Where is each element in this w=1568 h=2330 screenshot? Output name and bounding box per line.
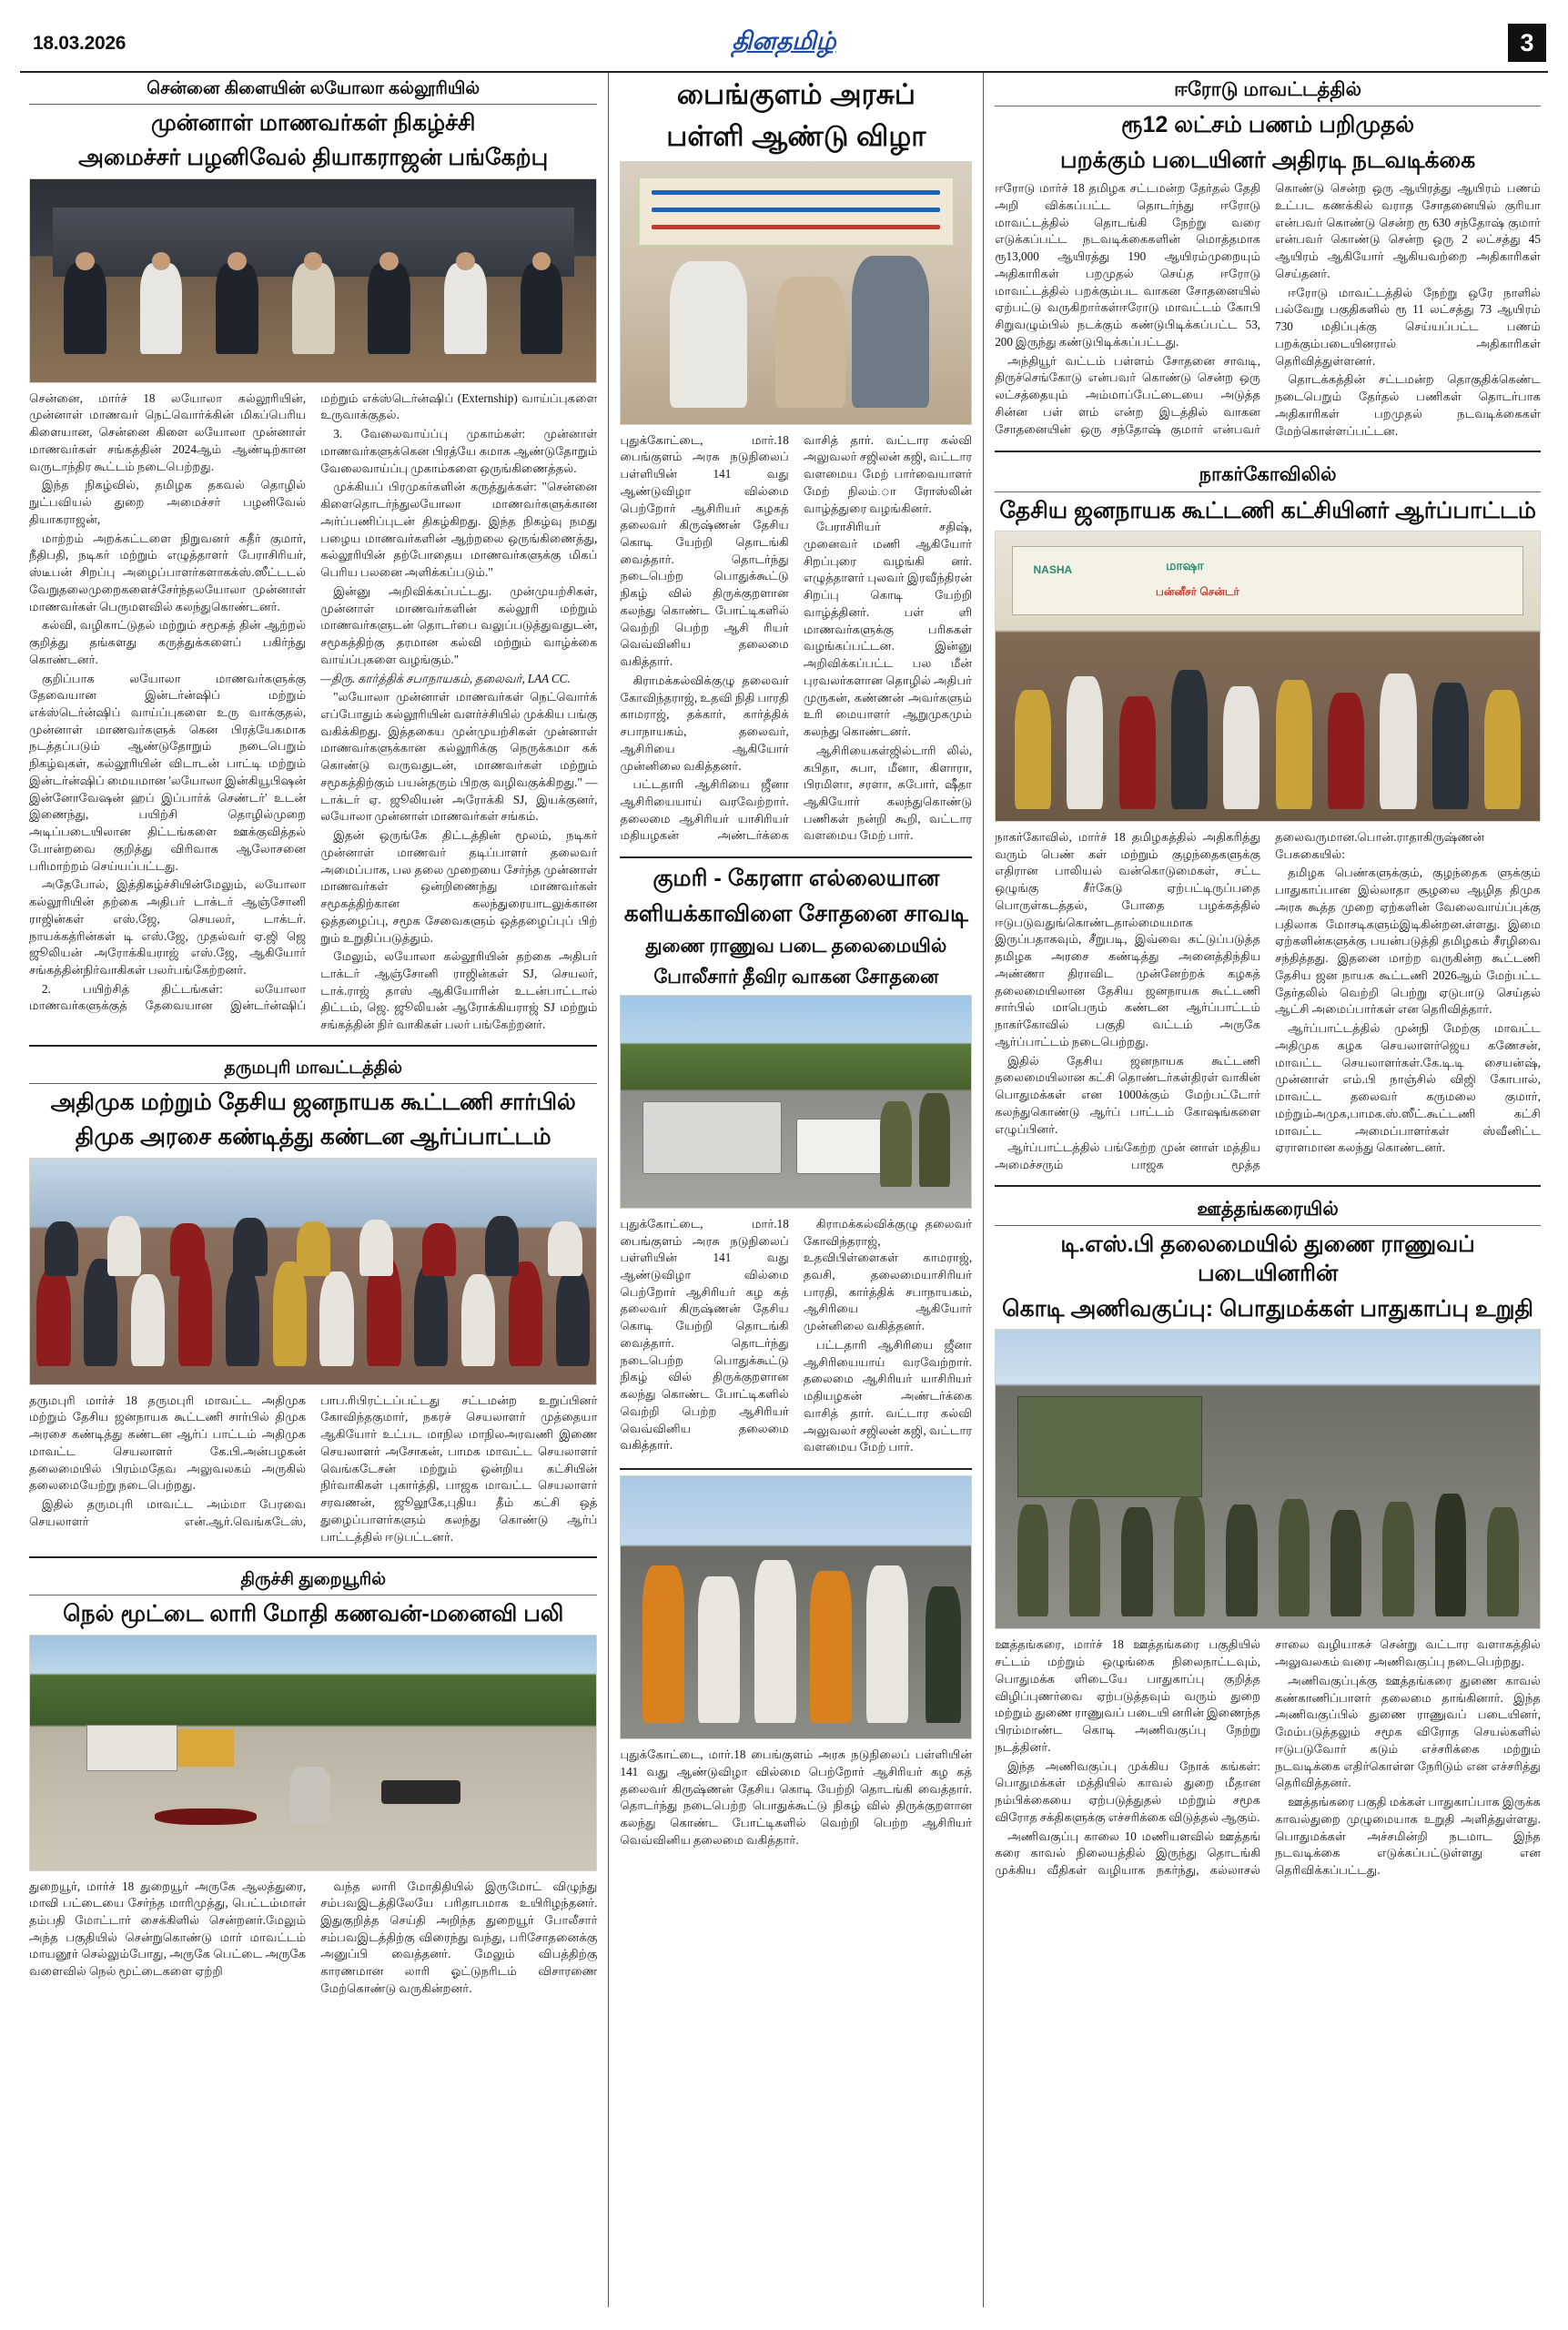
kicker-trichy: திருச்சி துறையூரில் xyxy=(29,1564,597,1596)
paragraph: 3. வேலைவாய்ப்பு முகாம்கள்: முன்னாள் மாணவர்களுக்கென பிரத்யே கமாக ஆண்டுதோறும் வேலைவாய்ப்பு முகாம்களை ஒருங்கிணைத்தல். xyxy=(320,427,598,475)
photo-seated-crowd xyxy=(1007,647,1529,809)
paragraph: பேராசிரியர் சதிஷ், முனைவர் மணி ஆகியோர் சிறப்புரை வழங்கி னர். எழுத்தாளர் புலவர் இரவீந்திரன் சிறப்பு கொடி யேற்றி வாழ்த்தினர். பள் ளி மாணவர்களுக்கு பரிசுகள் வழங்கப்பட்டன. இன்னு அறிவிக்கப்பட்ட பல மீன் புரவலர்களான தொழில் அதிபர் முருகன், கண்ணன் அவர்களும் உரி மையாளர் ஆறுமுகமும் கலந்து கொண்டனர். xyxy=(803,520,973,739)
paragraph: அந்தியூர் வட்டம் பள்ளம் சோதனை சாவடி, திருச்செங்கோடு என்பவர் கொண்டு சென்ற ஒரு லட்சத்தையும் அம்மாப்பேட்டையை அடுத்த சின்ன பள் ளம் என்ற இடத்தில் வாகன சோதனையின் ஒரு சந்தோஷ் குமார் என்பவர் கொண்டு சென்ற ஒரு ஆயிரத்து ஆயிரம் பணம் உட்பட கணக்கில் வராத சோதனையில் குரியா என்பவர் கொண்டு சென்ற ரூ 630 சந்தோஷ் குமார் என்பவர் கொண்டு சென்ற ஒரு 2 லட்சத்து 45 ஆயிரம் ஆகியோர் ஆகியவற்றை அதிகாரிகள் செய்தனர். xyxy=(995,181,1541,436)
body-mgr-rally xyxy=(620,1747,972,1850)
page-number-badge: 3 xyxy=(1508,24,1546,62)
headline-loyola-1: முன்னாள் மாணவர்கள் நிகழ்ச்சி xyxy=(150,109,476,136)
photo-person-left xyxy=(670,261,747,408)
subhead-kumari-2: போலீசார் தீவிர வாகன சோதனை xyxy=(653,965,939,988)
paragraph: கிராமக்கல்விக்குழு தலைவர் கோவிந்தராஜ், உதவிபிள்ளைகள் காமராஜ், தவசி, தலைமையாசிரியர் பாரதி, கார்த்திக் சபாநாயகம், ஆசிரியை ஆகியோர் முன்னிலை வகித்தனர். xyxy=(803,1216,973,1333)
paragraph: தருமபுரி மார்ச் 18 தருமபுரி மாவட்ட அதிமுக மற்றும் தேசிய ஜனநாயக கூட்டணி சார்பில் திமுக அரசை கண்டித்து கண்டன ஆர்ப் பாட்டம் அதிமுக மாவட்ட செயலாளர் கே.பி.அன்பழகன் தலைமையில் பிரம்மதேவ அலுவலகம் அருகில் தலைமையேற்று நடைபெற்றது. xyxy=(29,1393,307,1493)
photo-car xyxy=(796,1119,887,1174)
mgr-rally-photo xyxy=(620,1475,972,1739)
paragraph: இந்த நிகழ்வில், தமிழக தகவல் தொழில் நுட்பவியல் துறை அமைச்சர் பழனிவேல் தியாகராஜன், xyxy=(29,478,307,526)
oothangarai-march-photo xyxy=(995,1329,1541,1629)
paragraph: வந்த லாரி மோதிதியில் இருமோட் விழுந்து சம்பவஇடத்திலேயே பரிதாபமாக உயிரிழந்தனர். இதுகுறித்த செய்தி அறிந்த துறையூர் போலீசார் சம்பவஇடத்திற்கு விரைந்து வந்து, பரிசோதனைக்கு அனுப்பி வைத்தனர். மேலும் விபத்திற்கு காரணமான லாரி ஓட்டுநரிடம் விசாரணை மேற்கொண்டு வருகின்றனர். xyxy=(320,1879,598,1995)
dharmapuri-protest-photo xyxy=(29,1158,597,1385)
photo-soldier xyxy=(919,1093,951,1187)
photo-person-right xyxy=(852,256,929,408)
headline-dharmapuri-2: திமுக அரசை கண்டித்து கண்டன ஆர்ப்பாட்டம் xyxy=(75,1124,551,1150)
kicker-nagercoil: நாகர்கோவிலில் xyxy=(995,458,1541,491)
headline-kumari-1: குமரி - கேரளா எல்லையான xyxy=(652,866,940,892)
photo-police-van xyxy=(642,1101,783,1173)
paragraph: சென்னை, மார்ச் 18 லயோலா கல்லூரியின், முன்னாள் மாணவர் நெட்வொர்க்கின் மிகப்பெரிய கிளையான, சென்னை கிளை லயோலா முன்னாள் மாணவர்கள் சங்கத்தின் 2024ஆம் ஆண்டிற்கான வருடாந்திர கூட்டம் நடைபெற்றது. xyxy=(29,390,307,473)
paragraph: இதன் ஒருங்கே திட்டத்தின் மூலம், நடிகர் முன்னாள் மாணவர் தடிப்பாளர் தலைவர் அமைப்பாக, பல தலை முறையை சேர்ந்த முன்னாள் மாணவர்கள் ஒன்றிணைந்து மாணவர்கள் சமூகத்திற்கான கலந்துரையாடலுக்கான ஒத்தழைப்பு, சமூக சேவைகளும் ஒத்தழைப்புப் பிற் றும் உறுதிப்படுத்தும். xyxy=(320,828,598,945)
headline-erode-2: பறக்கும் படையினர் அதிரடி நடவடிக்கை xyxy=(1059,147,1476,173)
sign-text-center: பன்னீசர் சென்டர் xyxy=(1155,584,1239,598)
paragraph: நாகர்கோவில், மார்ச் 18 தமிழகத்தில் அதிகரித்து வரும் பெண் கள் மற்றும் குழந்தைகளுக்கு எதிரான பாலியல் வன்கொடுமைகள், சட்ட ஒழுங்கு சீர்கேடு ஏற்பட்டிருப்பதை பொருள்கடத்தல், போதை பழக்கத்தில் ஈடுபடுவதுங்கொண்டதால்மையமாக இருப்பதாகவும், சீறுபடி, இவ்வை கட்டுப்படுத்த தமிழக அரசை கண்டித்து அனைத்திந்திய அண்ணா திராவிட முன்னேற்றக் கழகத் தலைமையிலான தேசிய ஜனநாயக கூட்டணி சார்பில் மாபெரும் கண்டன ஆர்ப்பாட்டம் நாகர்கோவில் பகுதி வட்டம் அருகே ஆர்ப்பாட்டம் நடைபெற்றது. xyxy=(995,830,1261,1048)
column-grid xyxy=(20,73,1548,2307)
paragraph: இந்த அணிவகுப்பு முக்கிய நோக் கங்கள்: பொதுமக்கள் மத்தியில் காவல் துறை மீதான நம்பிக்கையை ஏற்படுத்துதல் மற்றும் சமூக விரோத சக்திகளுக்கு எச்சரிக்கை விடுத்தல் ஆகும். xyxy=(995,1758,1261,1824)
article-oothangarai xyxy=(995,1192,1541,1880)
body-loyola xyxy=(29,390,597,1034)
photo-person-dark xyxy=(926,1586,960,1723)
paragraph: மாற்றம் அறக்கட்டளை நிறுவனர் கதீர் குமார், நீதிபதி, நடிகர் மற்றும் எழுத்தாளர் பேராசிரியர், ஸ்டீபன் சிறப்பு அழைப்பாளர்களாகக்ஸ்.ஸீட்டடல் வேறுதலைமுறைகளைச்சேர்ந்தலயோலா முன்னாள் மாணவர்கள் பெருமளவில் கலந்துகொண்டனர். xyxy=(29,531,307,613)
kicker-oothangarai: ஊத்தங்கரையில் xyxy=(995,1192,1541,1226)
article-trichy xyxy=(29,1564,597,1997)
paragraph: ஈரோடு மாவட்டத்தில் நேற்று ஒரே நாளில் பல்வேறு பகுதிகளில் ரூ 11 லட்சத்து 73 ஆயிரம் 730 மதிப்புக்கு செய்யப்பட்ட பணம் பறக்கும்படையினரால் அதிகாரிகள் தெரிவித்துள்ளனர். xyxy=(1275,285,1541,368)
article-dharmapuri xyxy=(29,1052,597,1545)
kicker-loyola: சென்னை கிளையின் லயோலா கல்லூரியில் xyxy=(29,73,597,105)
headline-erode-1: ரூ12 லட்சம் பணம் பறிமுதல் xyxy=(1121,112,1415,138)
body-nagercoil xyxy=(995,829,1541,1174)
photo-person-saffron-2 xyxy=(810,1571,852,1723)
column-left xyxy=(20,73,608,2307)
paragraph: அதேபோல், இத்திகழ்ச்சியின்மேலும், லயோலா கல்லூரியின் தற்கை அதிபர் டாக்டர் ஆஞ்சோனி ராஜின்கள் எஸ்.ஜே, செயலர், டாக்டர். நாயக்கத்ரின்கள் டி எஸ்.ஜே, முதல்வர் ஏ.ஜி ஜெ ஜூலியன் அரோக்கியராஜ் எஸ்.ஜே, ஆகியோர் சங்கத்தின்நிர்வாகிகள் பலர்பங்கேற்றனர். xyxy=(29,877,307,977)
article-separator xyxy=(620,856,972,858)
paragraph: ஆர்ப்பாட்டத்தில் பங்கேற்ற முன் னாள் மத்திய அமைச்சரும் பாஜக மூத்த தலைவருமான.பொன்.ராதாகிருஷ்ணன் பேசுகையில்: xyxy=(995,830,1485,1171)
photo-person xyxy=(290,1767,330,1823)
photo-blur-region xyxy=(155,1808,257,1825)
loyola-event-photo xyxy=(29,178,597,383)
paragraph: புதுக்கோட்டை, மார்.18 பைங்குளம் அரசு நடுநிலைப் பள்ளியின் 141 வது ஆண்டுவிழா வில்மை பெற்றோர் ஆசிரியர் கழ கத் தலைவர் கிருஷ்ணன் தேசிய கொடி யேற்றி தொடங்கி வைத்தார். தொடர்ந்து நடைபெற்ற பொதுக்கூட்டு நிகழ் வில் திருக்குறளான கலந்து கொண்ட போட்டிகளில் வெற்றி பெற்ற ஆசிரியர் வெவ்வினிய தலைமை வகித்தார். xyxy=(620,1748,973,1847)
photo-ambulance xyxy=(86,1725,177,1772)
photo-soldier-2 xyxy=(880,1101,912,1186)
paragraph: அணிவகுப்புக்கு ஊத்தங்கரை துணை காவல் கண்காணிப்பாளர் தலைமை தாங்கினார். இந்த அணிவகுப்பில் துணை ராணுவப் படையினர், மேம்படுத்தலும் சமூக விரோத செயல்களில் ஈடுபடுவோர் கடும் எச்சரிக்கை மற்றும் நடவடிக்கை எதிர்கொள்ள நேரிடும் என எச்சரித்து தெரிவித்தனர். xyxy=(1275,1673,1541,1790)
body-trichy xyxy=(29,1879,597,1998)
headline-school-2: பள்ளி ஆண்டு விழா xyxy=(666,120,926,153)
photo-motorcycle xyxy=(381,1780,460,1804)
paragraph: மேலும், லயோலா கல்லூரியின் தற்கை அதிபர் டாக்டர் ஆஞ்சோனி ராஜின்கள் SJ, செயலர், டாக்.ராஜ் தாஸ் ஆகியோரின் உடன்பாட்டால் திட்டம், ஜெ. ஜூலியன் ஆரோக்கியராஜ் SJ மற்றும் சங்கத்தின் நிர் வாகிகள் பலர் பங்கேற்றனர். xyxy=(320,949,598,1032)
photo-truck xyxy=(177,1729,234,1767)
paragraph: குறிப்பாக லயோலா மாணவர்களுக்கு தேவையான இன்டர்ன்ஷிப் மற்றும் எக்ஸ்டெர்ன்ஷிப் வாய்ப்புகளை உரு வாக்குதல், முன்னாள் மாணவர்களுக் கென பிரத்யேகமாக நடத்தப்படும் ஆண்டுதோறும் நடைபெறும் நிகழ்வுகள், கல்லூரியின் விடாடன் பாட்டி மற்றும் இன்டர்ன்ஷிப் மையமான 'லயோலா இன்கியூபிஷன் இன்னோவேஷன் ஹப் இப்பார்க் செண்டர்' உடன் இணைந்து, பயிற்சி தொழில்முறை அடிப்படையிலான திட்டங்களை ஊக்குவித்தல் போன்றவை குறித்து விரிவாக ஆலோசனை பரிமாற்றம் செய்யப்பட்டது. xyxy=(29,671,307,873)
photo-person-white xyxy=(698,1576,740,1723)
kicker-dharmapuri: தருமபுரி மாவட்டத்தில் xyxy=(29,1052,597,1084)
paragraph: பட்டதாரி ஆசிரியை ஜீனா ஆசிரியையாய் வரவேற்றார். தலைமை ஆசிரியர் யாசிரியர் மதியழகன் அண்டர்க்கை வாசித் தார். வட்டார கல்வி அலுவலர் சஜிலன் கஜி, வட்டார வளமைய மேற் பார்வையாளர் மேற் நிலம்.ா ரோஸ்லின் வாழ்த்துரை வழங்கினர். xyxy=(620,432,973,843)
column-middle xyxy=(608,73,984,2307)
article-separator xyxy=(995,451,1541,452)
article-school xyxy=(620,76,972,846)
nagercoil-protest-photo xyxy=(995,531,1541,822)
column-right xyxy=(984,73,1548,2307)
article-erode xyxy=(995,73,1541,440)
body-dharmapuri xyxy=(29,1393,597,1546)
headline-loyola-2: அமைச்சர் பழனிவேல் தியாகராஜன் பங்கேற்பு xyxy=(78,145,549,171)
paragraph: ஈரோடு மார்ச் 18 தமிழக சட்டமன்ற தேர்தல் தேதி அறி விக்கப்பட்ட தொடர்ந்து ஈரோடு மாவட்டத்தில் தொடங்கி நேற்று வரை எடுக்கப்பட்ட நடவடிக்கைகளின் மொத்தமாக ரூ13,000 ஆயிரத்து 190 ஆயிரம்முறையும் அதிகாரிகள் பறமுதல் செய்த ஈரோடு மாவட்டத்தில் பறக்கும்பட வாகன சோதனையில் ஏற்பட்டு வருகிறார்கள்ஈரோடு மாவட்டம் கோபி சிறுவழும்பில் நடக்கும் கண்டுபிடிக்கப்பட்ட 53, 200 இருந்து கண்டுபிடிக்கப்பட்டது. xyxy=(995,181,1261,349)
trichy-accident-photo xyxy=(29,1635,597,1871)
paragraph: புதுக்கோட்டை, மார்.18 பைங்குளம் அரசு நடுநிலைப் பள்ளியின் 141 வது ஆண்டுவிழா வில்மை பெற்றோர் ஆசிரியர் கழ கத் தலைவர் கிருஷ்ணன் தேசிய கொடி யேற்றி தொடங்கி வைத்தார். தொடர்ந்து நடைபெற்ற பொதுக்கூட்டு நிகழ் வில் திருக்குறளான கலந்து கொண்ட போட்டிகளில் வெற்றி பெற்ற ஆசிரியர் வெவ்வினிய தலைமை வகித்தார். xyxy=(620,1216,789,1453)
article-nagercoil xyxy=(995,458,1541,1173)
headline-oothangarai-1: டி.எஸ்.பி தலைமையில் துணை ராணுவப் படையினரின் xyxy=(1060,1231,1475,1287)
paragraph: இன்னு அறிவிக்கப்பட்டது. முன்முயற்சிகள், முன்னாள் மாணவர்களின் கல்லூரி மற்றும் மாணவர்களுடன் தொடர்பை வலுப்படுத்துவதுடன், சமூகத்திற்கு தரமான கல்வி மற்றும் வாழ்க்கை வாய்ப்புகளை வழங்கும்." xyxy=(320,583,598,666)
headline-nagercoil: தேசிய ஜனநாயக கூட்டணி கட்சியினர் ஆர்ப்பாட்டம் xyxy=(999,497,1536,523)
paragraph: தொடக்கத்தின் சட்டமன்ற தொகுதிக்கெண்ட நடைபெறும் தேர்தல் பணிகள் தொடர்பாக அதிகாரிகள் பறமுதல் நடவடிக்கைகள் மேற்கொள்ளப்பட்டன. xyxy=(1275,372,1541,438)
article-separator xyxy=(620,1468,972,1470)
paragraph: முக்கியப் பிரமுகர்களின் கருத்துக்கள்: "சென்னை கிளைதொடர்ந்துலயோலா மாணவர்களுக்கான அர்ப்பணிப்புடன் திகழ்கிறது. இந்த நிகழ்வு நமது பழைய மாணவர்களின் ஆற்றலை ஒருங்கிணைத்து, கல்லூரியின் தற்போதைய மாணவர்களுக்கு மிகப் பெரிய பலனை அளிக்கப்படும்." xyxy=(320,480,598,580)
photo-crowd-back xyxy=(30,1185,596,1275)
paragraph: ஆசிரியைகள்ஜில்டாரி லில், கபிதா, சுபா, மீனா, கிளாரா, பிரமிளா, சரளா, சுபோர், ஷீதா ஆகியோர் கலந்துகொண்டு பணிகள் நன்றி கூறி, வட்டார வளமைய மேற் பார். xyxy=(803,743,973,843)
article-mgr-rally xyxy=(620,1475,972,1850)
paragraph: இதில் தேசிய ஜனநாயக கூட்டணி தலைமையிலான கட்சி தொண்டர்கள்திரள் வாகின் பொதுமக்கள் என 1000க்கும் மேற்பட்டோர் கலந்துகொண்டு ஆர்ப் பாட்டம் கோஷங்களை எழுப்பினர். xyxy=(995,1053,1261,1136)
article-kumari xyxy=(620,864,972,1457)
masthead xyxy=(20,20,1548,71)
headline-oothangarai-2: கொடி அணிவகுப்பு: பொதுமக்கள் பாதுகாப்பு உறுதி xyxy=(1002,1295,1533,1322)
paragraph: ஊத்தங்கரை பகுதி மக்கள் பாதுகாப்பாக இருக்க காவல்துறை முழுமையாக உறுதி அளித்துள்ளது. பொதுமக்கள் அச்சமின்றி நடமாட இந்த நடவடிக்கை எடுக்கப்பட்டுள்ளது என தெரிவிக்கப்பட்டது. xyxy=(1275,1795,1541,1877)
photo-person-white-3 xyxy=(866,1565,908,1723)
body-school xyxy=(620,432,972,846)
photo-shop-signboard xyxy=(1012,546,1523,615)
paragraph: ஊத்தங்கரை, மார்ச் 18 ஊத்தங்கரை பகுதியில் சட்டம் மற்றும் ஒழுங்கை நிலைநாட்டவும், பொதுமக்க ளிடையே பாதுகாப்பு குறித்த விழிப்புணர்வை ஏற்படுத்தவும் வரும் துறை மற்றும் துணை ராணுவப் படையி னரின் இணைந்த பிரம்மாண்ட கொடி அணிவகுப்பு நேற்று நடத்தினர். xyxy=(995,1637,1261,1754)
headline-school-1: பைங்குளம் அரசுப் xyxy=(676,78,916,110)
paragraph: பட்டதாரி ஆசிரியை ஜீனா ஆசிரியையாய் வரவேற்றார். தலைமை ஆசிரியர் யாசிரியர் மதியழகன் அண்டர்க்கை வாசித் தார். வட்டார கல்வி அலுவலர் சஜிலன் கஜி, வட்டார வளமைய மேற் பார். xyxy=(803,1337,973,1454)
body-oothangarai xyxy=(995,1636,1541,1879)
article-separator xyxy=(29,1045,597,1047)
article-separator xyxy=(29,1556,597,1558)
kicker-erode: ஈரோடு மாவட்டத்தில் xyxy=(995,73,1541,106)
article-loyola xyxy=(29,73,597,1034)
publication-date: 18.03.2026 xyxy=(33,33,126,54)
paragraph: இதில் தருமபுரி மாவட்ட அம்மா பேரவை செயலாளர் என்.ஆர்.வெங்கடேஸ், பாப.ரிபிரட்டப்பட்டது சட்டமன்ற உறுப்பினர் கோவிந்தகுமார், நகரச் செயலாளர் முத்தையா ஆகியோர் உட்பட மாநில மாநிலஅரவணி இணை செயலாளர் அசோகன், பாமக மாவட்ட செயலாளர் வெங்கடேசன் மற்றும் ஒன்றிய கட்சியின் நிர்வாகிகள் புகார்த்தி, பாஜக மாவட்ட செயலாளர் சரவணன், ஜூலூகே,புதிய தீம் கட்சி ஒத் துழைப்பாளர்களும் கலந்து கொண்டு ஆர்ப் பாட்டத்தில் ஈடுபட்டனர். xyxy=(29,1393,598,1544)
body-kumari xyxy=(620,1216,972,1457)
photo-person-saffron xyxy=(642,1565,684,1723)
photo-person-mid xyxy=(775,277,845,408)
paragraph: ஆர்ப்பாட்டத்தில் முன்நி மேற்கு மாவட்ட அதிமுக கழக செயலாளர்ஜெய கணேசன், மாவட்ட செயலாளர்கள்.கே.டி.டி சையன்ஷ், முன்னாள் எம்.பி நாஞ்சில் விஜி கோபால், மாவட்ட தலைவர் கருமலை குமார், மற்றும்அமுக,பாமக.ஸ்.ஸீட்.கூட்டணி கட்சி மாவட்ட அமைப்பாளர்கள் ஸ்வீனிட்ட ஏராளமான கலந்து கொண்டனர். xyxy=(1275,1021,1541,1155)
paragraph: துறையூர், மார்ச் 18 துறையூர் அருகே ஆலத்துரை, மாவி பட்டையை சேர்ந்த மாரிமுத்து, பெட்டம்மாள் தம்பதி மோட்டார் சைக்கிளில் சென்றனர்.மேலும் அந்த பகுதியில் சென்றுகொண்டு மார் மாவட்டம் மாயனூர் செல்லும்போது, அருகே பெட்டை அருகே வளைவில் நெல் மூட்டைகளை ஏற்றி xyxy=(29,1879,307,1979)
paragraph: புதுக்கோட்டை, மார்.18 பைங்குளம் அரசு நடுநிலைப் பள்ளியின் 141 வது ஆண்டுவிழா வில்மை பெற்றோர் ஆசிரியர் கழகத் தலைவர் கிருஷ்ணன் தேசிய கொடி யேற்றி தொடங்கி வைத்தார். தொடர்ந்து நடைபெற்ற பொதுக்கூட்டு நிகழ் வில் திருக்குறளான கலந்து கொண்ட போட்டிகளில் வெற்றி பெற்ற ஆசி ரியர் வெவ்வினிய தலைமை வகித்தார். xyxy=(620,432,789,669)
article-separator xyxy=(995,1185,1541,1187)
paragraph: தமிழக பெண்களுக்கும், குழந்தைக ளுக்கும் பாதுகாப்பான இல்லாதா சூழலை ஆழித திமுக அரசு கூத்த முறை ஏற்களின் வேலைவாய்ப்புக்கு பதிலாக மோசடிகளும்இடிகின்றன.ள்ளது. இமை ஏற்களின்களுக்கு பயன்படுத்தி தமிழகம் சீரழிவை சந்தித்தது. இதனை மாற்ற வருகின்ற கூட்டணி தேசிய ஜன நாயக கூட்டணி 2026ஆம் மேற்பட்ட தேர்தலில் வெற்றி பெற்று ஏடுபாடு செய்தல் ஆட்சி அமைப்பார்கள் என தெரிவித்தார். xyxy=(1275,866,1541,1017)
paragraph-attribution: —திரு. கார்த்திக் சபாநாயகம், தலைவர், LAA CC. xyxy=(320,671,571,685)
photo-figures xyxy=(47,248,580,354)
subhead-kumari-1: துணை ராணுவ படை தலைமையில் xyxy=(645,935,947,957)
sign-text-masha: மாஷா xyxy=(1166,557,1204,572)
paragraph: 2. பயிற்சித் திட்டங்கள்: லயோலா மாணவர்களுக்குத் தேவையான இன்டர்ன்ஷிப் மற்றும் எக்ஸ்டெர்ன்ஷிப் (Externship) வாய்ப்புகளை உருவாக்குதல். xyxy=(29,390,598,1013)
paragraph: "லயோலா முன்னாள் மாணவர்கள் நெட்வொர்க் எப்போதும் கல்லூரியின் வளர்ச்சியில் முக்கிய பங்கு வகிக்கிறது. இத்தகைய முன்முயற்சிகள் முன்னாள் மாணவர்களுக்கான கல்லூரிக்கு நெருக்கமா கக் கொண்டு வருவதுடன், மாணவர்கள் மற்றும் சமூகத்திற்கும் பயன்தரும் பிறகு வழிவகுக்கிறது." — டாக்டர் ஏ. ஜூலியன் அரோக்கி SJ, இயக்குனர், லயோலா முன்னாள் மாணவர்கள் சங்கம். xyxy=(320,690,598,824)
paper-title: தினதமிழ் xyxy=(732,27,836,55)
headline-kumari-2: களியக்காவிளை சோதனை சாவடி xyxy=(623,900,968,927)
sign-text-nasha: NASHA xyxy=(1033,562,1073,576)
photo-marching-troops xyxy=(1007,1479,1529,1616)
paragraph: அணிவகுப்பு காலை 10 மணியளவில் ஊத்தங் கரை காவல் நிலையத்தில் இருந்து தொடங்கி முக்கிய வீதிகள் வழியாக நகர்ந்து, கல்லாசல் சாலை வழியாகச் சென்று வட்டார வளாகத்தில் அலுவலகம் வரை அணிவகுப்பு நடைபெற்றது. xyxy=(995,1637,1541,1877)
paragraph: கிராமக்கல்விக்குழு தலைவர் கோவிந்தராஜ், உதவி நிதி பாரதி காமராஜ், தக்கார், கார்த்திக் சபாநாயகம், தலைவர், ஆசிரியை ஆகியோர் முன்னிலை வகித்தனர். xyxy=(620,673,789,773)
school-function-photo xyxy=(620,161,972,425)
headline-trichy: நெல் மூட்டை லாரி மோதி கணவன்-மனைவி பலி xyxy=(63,1601,564,1627)
paragraph: கல்வி, வழிகாட்டுதல் மற்றும் சமூகத் தின் ஆற்றல் குறித்து தங்களது கருத்துக்களைப் பகிர்ந்து கொண்டனர். xyxy=(29,618,307,666)
headline-dharmapuri-1: அதிமுக மற்றும் தேசிய ஜனநாயக கூட்டணி சார்பில் xyxy=(50,1089,576,1115)
photo-person-white-2 xyxy=(754,1560,796,1723)
photo-stage-banner xyxy=(639,177,954,246)
kumari-checkpost-photo xyxy=(620,995,972,1209)
body-erode xyxy=(995,180,1541,440)
